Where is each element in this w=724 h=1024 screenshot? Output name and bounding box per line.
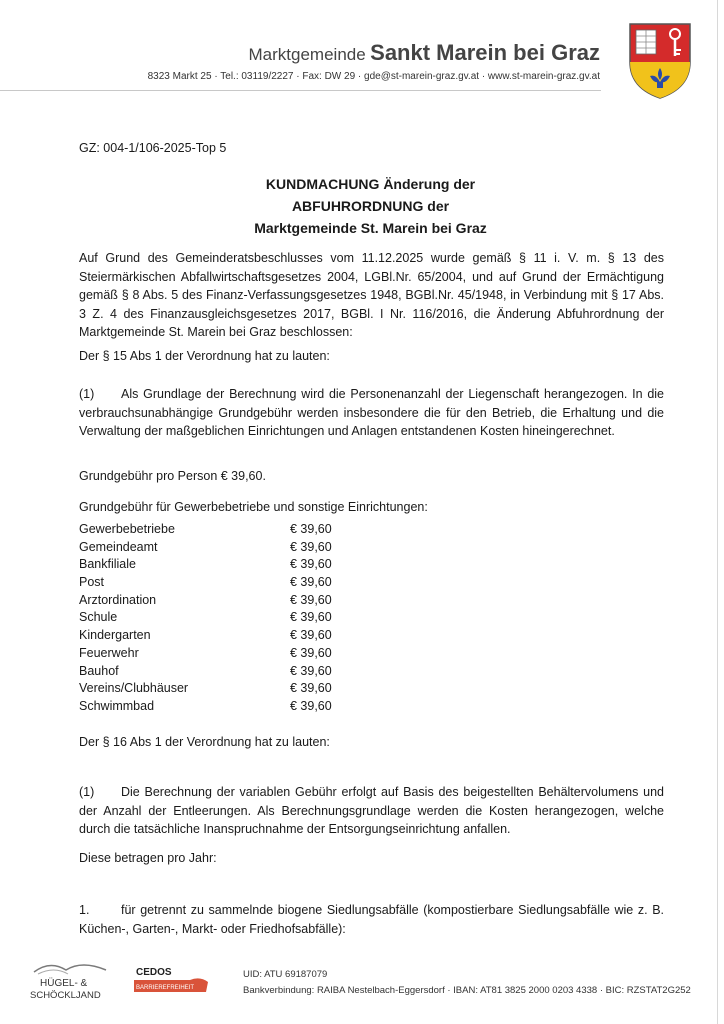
fee-row — [79, 663, 379, 681]
region-logo-line-2: SCHÖCKLJAND — [30, 990, 101, 1000]
fee-row — [79, 556, 379, 574]
fee-table — [79, 521, 379, 716]
fee-amount: € 39,60 — [290, 557, 332, 572]
fee-row — [79, 521, 379, 539]
fee-name: Feuerwehr — [79, 645, 139, 660]
fee-row — [79, 539, 379, 557]
municipality-prefix: Marktgemeinde — [248, 45, 366, 64]
fee-amount: € 39,60 — [290, 645, 332, 660]
fee-amount: € 39,60 — [290, 681, 332, 696]
fee-amount: € 39,60 — [290, 592, 332, 607]
region-logo-line-1: HÜGEL- & — [40, 978, 88, 989]
section-15-heading: Der § 15 Abs 1 der Verordnung hat zu lauten: — [79, 349, 330, 363]
fee-row — [79, 698, 379, 716]
contact-line: 8323 Markt 25 · Tel.: 03119/2227 · Fax: DW 29 · gde@st-marein-graz.gv.at · www.st-marein-graz.gv.at — [147, 71, 600, 82]
region-logo — [28, 958, 118, 1000]
section-15-paragraph — [79, 385, 664, 441]
fee-amount: € 39,60 — [290, 539, 332, 554]
document-title — [78, 173, 663, 239]
scan-edge-line — [717, 0, 718, 1024]
item-1-text: für getrennt zu sammelnde biogene Siedlungsabfälle (kompostierbare Siedlungsabfälle wie z. B. Küchen-, Garten-, Markt- oder Friedhofsabfälle): — [79, 903, 664, 936]
municipality-town: Sankt Marein bei Graz — [370, 40, 600, 65]
bank-line: Bankverbindung: RAIBA Nestelbach-Eggersdorf · IBAN: AT81 3825 2000 0203 4338 · BIC: RZSTAT2G252 — [243, 985, 691, 996]
header-divider — [0, 90, 601, 91]
fee-amount: € 39,60 — [290, 663, 332, 678]
cedos-logo-subtitle: BARRIEREFREIHEIT — [136, 985, 195, 991]
title-line-2: ABFUHRORDNUNG der — [291, 198, 450, 214]
fee-row — [79, 627, 379, 645]
fee-name: Gewerbebetriebe — [79, 522, 175, 536]
fee-amount: € 39,60 — [290, 628, 332, 643]
fee-amount: € 39,60 — [290, 575, 332, 590]
fee-amount: € 39,60 — [290, 610, 332, 625]
section-16-text: Die Berechnung der variablen Gebühr erfolgt auf Basis des beigestellten Behältervolumens und der Anzahl der Entleerungen. Als Berechnungsgrundlage werden die Kosten herangezogen, welche durch die tatsächliche Inanspruchnahme der Entsorgungseinrichtung anfallen. — [79, 785, 664, 836]
section-15-text: Als Grundlage der Berechnung wird die Personenanzahl der Liegenschaft herangezogen. In die verbrauchsunabhängige Grundgebühr werden insbesondere die für den Betrieb, die Erhaltung und die Verwaltung der maßgeblichen Einrichtungen und Anlagen entstandenen Kosten hineingerechnet. — [79, 387, 664, 438]
municipality-name — [249, 40, 600, 66]
fee-amount: € 39,60 — [290, 698, 332, 713]
section-16-heading: Der § 16 Abs 1 der Verordnung hat zu lauten: — [79, 735, 330, 749]
fee-name: Gemeindeamt — [79, 539, 158, 554]
fee-name: Vereins/Clubhäuser — [79, 681, 189, 696]
section-15-number: (1) — [79, 387, 95, 401]
reference-number: GZ: 004-1/106-2025-Top 5 — [79, 141, 227, 155]
fee-row — [79, 609, 379, 627]
fee-name: Post — [79, 575, 105, 590]
fee-name: Bauhof — [79, 663, 119, 678]
base-fee-line: Grundgebühr pro Person € 39,60. — [79, 469, 266, 483]
title-line-1: KUNDMACHUNG Änderung der — [265, 176, 476, 192]
item-1-paragraph — [79, 901, 664, 938]
fee-row — [79, 592, 379, 610]
title-line-3: Marktgemeinde St. Marein bei Graz — [254, 220, 487, 236]
letterhead — [0, 0, 724, 100]
footer — [0, 950, 724, 1024]
fee-row — [79, 680, 379, 698]
item-1-number: 1. — [79, 903, 90, 917]
uid-line: UID: ATU 69187079 — [243, 969, 328, 980]
fee-row — [79, 574, 379, 592]
business-fee-heading: Grundgebühr für Gewerbebetriebe und sonstige Einrichtungen: — [79, 500, 428, 514]
cedos-logo-title: CEDOS — [136, 967, 172, 978]
footer-info — [243, 967, 691, 999]
section-16-paragraph — [79, 783, 664, 839]
fee-name: Bankfiliale — [79, 557, 136, 572]
per-year-line: Diese betragen pro Jahr: — [79, 851, 217, 865]
fee-amount: € 39,60 — [290, 522, 332, 536]
cedos-logo — [134, 964, 214, 994]
coat-of-arms-icon — [628, 22, 692, 100]
intro-paragraph: Auf Grund des Gemeinderatsbeschlusses vom 11.12.2025 wurde gemäß § 11 i. V. m. § 13 des Steiermärkischen Abfallwirtschaftsgesetzes 2004, LGBl.Nr. 65/2004, und auf Grund der Ermächtigung gemäß § 8 Abs. 5 des Finanz-Verfassungsgesetzes 1948, BGBl.Nr. 45/1948, in Verbindung mit § 17 Abs. 3 Z. 4 des Finanzausgleichsgesetzes 2017, BGBl. I Nr. 116/2016, die Änderung Abfuhrordnung der Marktgemeinde St. Marein bei Graz beschlossen: — [79, 251, 664, 339]
fee-name: Schule — [79, 610, 118, 625]
fee-row — [79, 645, 379, 663]
section-16-number: (1) — [79, 785, 95, 799]
fee-name: Kindergarten — [79, 628, 151, 643]
fee-name: Schwimmbad — [79, 698, 155, 713]
fee-name: Arztordination — [79, 592, 157, 607]
